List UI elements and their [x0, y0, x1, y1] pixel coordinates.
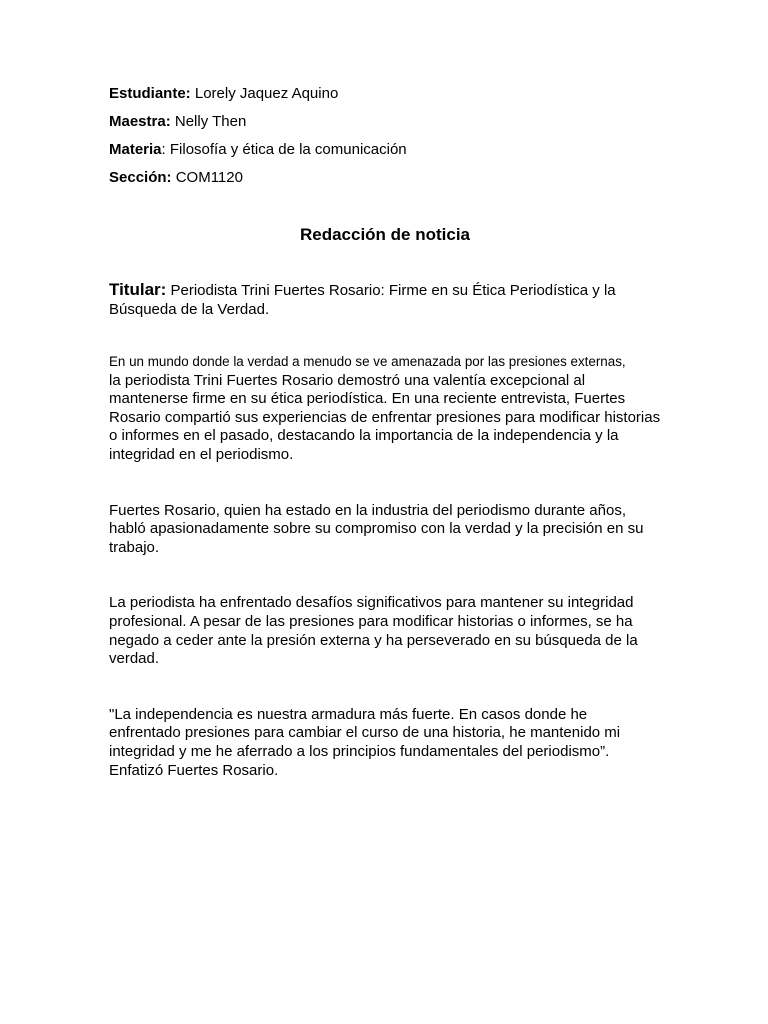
teacher-label: Maestra: — [109, 113, 171, 130]
student-label: Estudiante: — [109, 85, 191, 102]
student-value: Lorely Jaquez Aquino — [190, 85, 339, 102]
paragraph-1-first-line: En un mundo donde la verdad a menudo se ve amenazada por las presiones externas, — [109, 354, 626, 369]
section-line — [109, 168, 661, 187]
teacher-line — [109, 112, 661, 131]
student-line — [109, 84, 661, 103]
paragraph-2: Fuertes Rosario, quien ha estado en la industria del periodismo durante años, habló apasionadamente sobre su compromiso con la verdad y la precisión en su trabajo. — [109, 501, 644, 556]
document-title: Redacción de noticia — [299, 225, 471, 244]
section-value: COM1120 — [171, 169, 243, 186]
section-label: Sección: — [109, 169, 172, 186]
document-content — [109, 84, 661, 780]
paragraph-3: La periodista ha enfrentado desafíos significativos para mantener su integridad profesional. A pesar de las presiones para modificar historias o informes, se ha negado a ceder ante la presión externa y ha perseverado en su búsqueda de la verdad. — [109, 594, 638, 668]
teacher-value: Nelly Then — [170, 113, 247, 130]
paragraph-1 — [109, 353, 661, 465]
subject-label: Materia — [109, 141, 162, 158]
headline-text: Periodista Trini Fuertes Rosario: Firme en su Ética Periodística y la Búsqueda de la Verdad. — [109, 282, 616, 318]
headline-label: Titular: — [109, 280, 167, 299]
paragraph-1-rest: la periodista Trini Fuertes Rosario demostró una valentía excepcional al mantenerse firme en su ética periodística. En una reciente entrevista, Fuertes Rosario compartió sus experiencias de enfrentar presiones para modificar historias o informes en el pasado, destacando la importancia de la independencia y la integridad en el periodismo. — [109, 371, 661, 463]
headline — [109, 280, 661, 319]
subject-value: : Filosofía y ética de la comunicación — [161, 141, 407, 158]
paragraph-4: "La independencia es nuestra armadura más fuerte. En casos donde he enfrentado presiones para cambiar el curso de una historia, he mantenido mi integridad y me he aferrado a los principios fundamentales del periodismo”. Enfatizó Fuertes Rosario. — [109, 705, 621, 779]
subject-line — [109, 140, 661, 159]
